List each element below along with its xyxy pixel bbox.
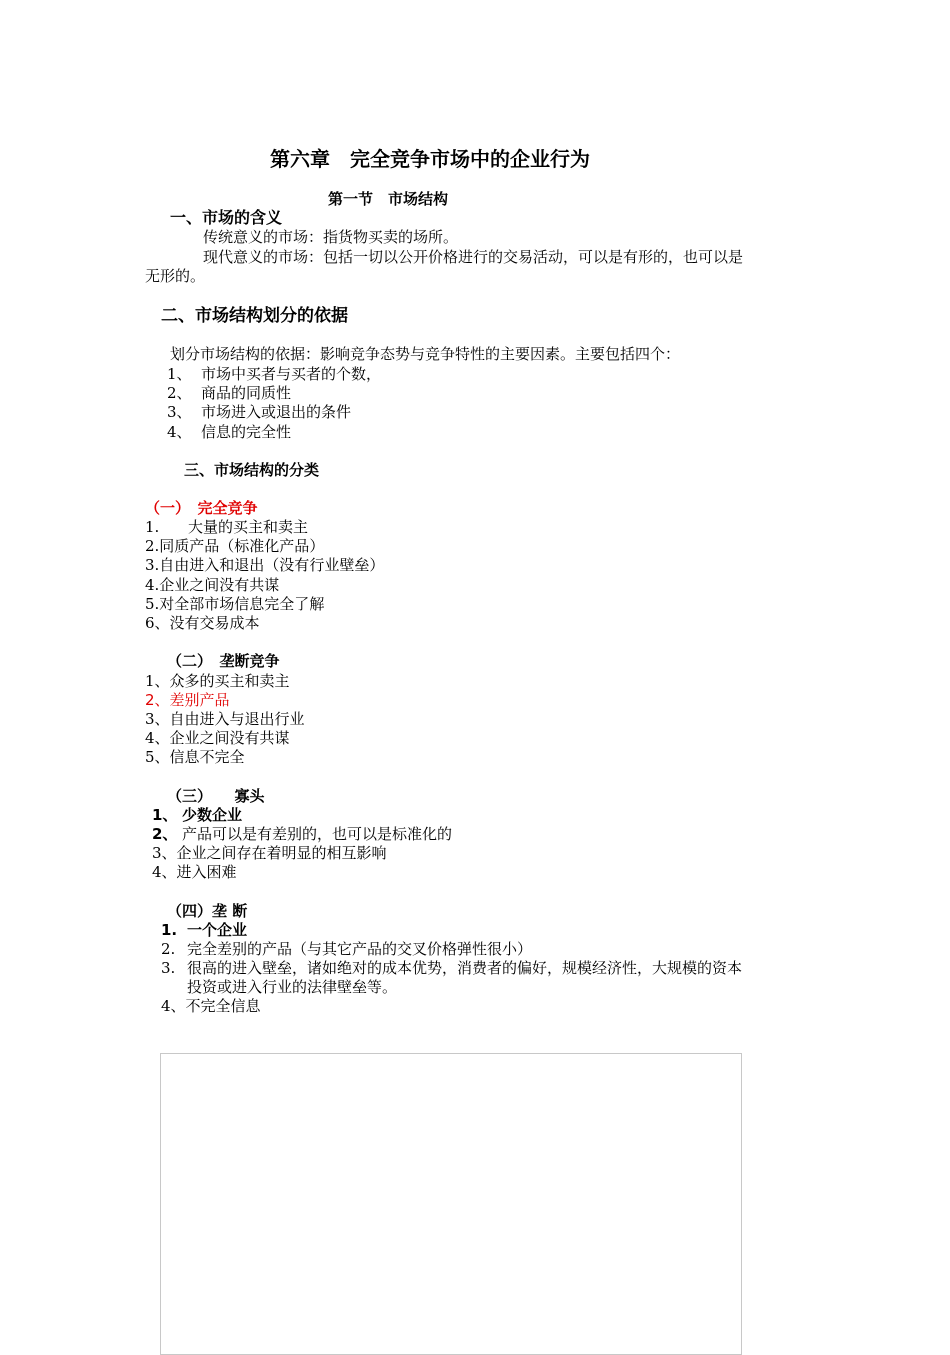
oligopoly-item-2-num: 2、 — [152, 825, 178, 843]
oligopoly-item-1: 少数企业 — [182, 806, 243, 824]
perfect-item-2: 2.同质产品（标准化产品） — [145, 537, 325, 555]
basis-intro: 划分市场结构的依据：影响竞争态势与竞争特性的主要因素。主要包括四个： — [170, 345, 681, 363]
modern-market-text-cont: 无形的。 — [145, 267, 206, 285]
modern-market-text: 现代意义的市场：包括一切以公开价格进行的交易活动，可以是有形的，也可以是 — [203, 248, 744, 266]
heading-market-meaning: 一、市场的含义 — [170, 208, 283, 227]
perfect-item-4: 4.企业之间没有共谋 — [145, 576, 280, 594]
perfect-item-1-num: 1. — [145, 518, 160, 536]
basis-item-2-num: 2、 — [167, 384, 192, 402]
basis-item-3-num: 3、 — [167, 403, 192, 421]
oligopoly-item-2: 产品可以是有差别的，也可以是标准化的 — [182, 825, 453, 843]
monopoly-item-4: 4、不完全信息 — [161, 997, 261, 1015]
monopoly-item-3-num: 3. — [161, 959, 176, 977]
oligopoly-item-4: 4、进入困难 — [152, 863, 237, 881]
section-title: 第一节 市场结构 — [328, 190, 449, 208]
perfect-item-5: 5.对全部市场信息完全了解 — [145, 595, 325, 613]
traditional-market-text: 传统意义的市场：指货物买卖的场所。 — [203, 228, 459, 246]
monopolistic-item-4: 4、企业之间没有共谋 — [145, 729, 290, 747]
perfect-item-1: 大量的买主和卖主 — [188, 518, 309, 536]
monopolistic-item-3: 3、自由进入与退出行业 — [145, 710, 305, 728]
basis-item-1-num: 1、 — [167, 365, 192, 383]
basis-item-4-num: 4、 — [167, 423, 192, 441]
chapter-title: 第六章 完全竞争市场中的企业行为 — [270, 147, 590, 171]
monopolistic-item-1: 1、众多的买主和卖主 — [145, 672, 290, 690]
monopoly-item-3: 很高的进入壁垒，诸如绝对的成本优势，消费者的偏好，规模经济性，大规模的资本 — [187, 959, 743, 977]
heading-oligopoly: （三） 寡头 — [167, 787, 265, 805]
perfect-item-6: 6、没有交易成本 — [145, 614, 260, 632]
basis-item-4: 信息的完全性 — [201, 423, 292, 441]
basis-item-1: 市场中买者与买者的个数， — [201, 365, 382, 383]
monopoly-item-1: 一个企业 — [187, 921, 248, 939]
monopoly-item-2: 完全差别的产品（与其它产品的交叉价格弹性很小） — [187, 940, 533, 958]
perfect-item-3: 3.自由进入和退出（没有行业壁垒） — [145, 556, 385, 574]
monopolistic-item-2: 2、差别产品 — [145, 691, 230, 709]
oligopoly-item-1-num: 1、 — [152, 806, 178, 824]
heading-monopolistic-competition: （二） 垄断竞争 — [167, 652, 280, 670]
embedded-figure-frame — [160, 1053, 742, 1355]
heading-market-structure-basis: 二、市场结构划分的依据 — [161, 306, 348, 326]
basis-item-2: 商品的同质性 — [201, 384, 292, 402]
monopoly-item-3-cont: 投资或进入行业的法律壁垒等。 — [187, 978, 398, 996]
monopolistic-item-5: 5、信息不完全 — [145, 748, 245, 766]
heading-market-classification: 三、市场结构的分类 — [184, 461, 320, 479]
heading-perfect-competition: （一） 完全竞争 — [145, 499, 258, 517]
oligopoly-item-3: 3、企业之间存在着明显的相互影响 — [152, 844, 387, 862]
basis-item-3: 市场进入或退出的条件 — [201, 403, 352, 421]
monopoly-item-2-num: 2. — [161, 940, 176, 958]
heading-monopoly: （四）垄 断 — [167, 902, 248, 920]
monopoly-item-1-num: 1. — [161, 921, 178, 939]
